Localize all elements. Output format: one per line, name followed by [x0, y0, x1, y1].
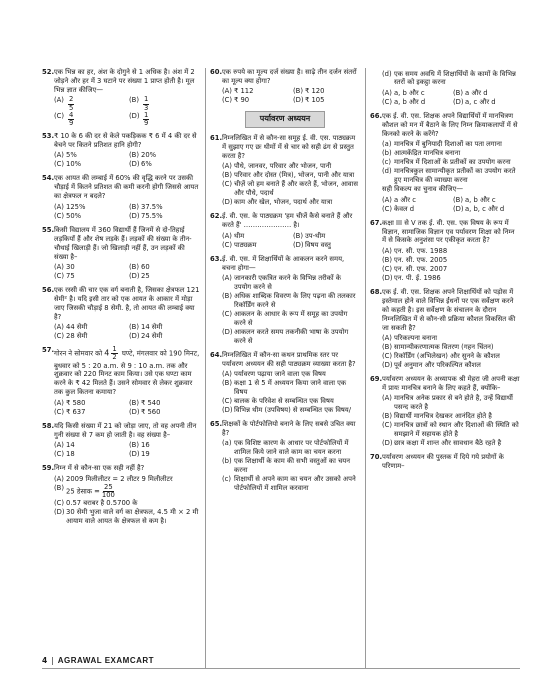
column-1	[42, 68, 200, 531]
question-59: 59. निम्न में से कौन-सा एक सही नहीं है? (A) 2009 मिलीलीटर = 2 लीटर 9 मिलीलीटर (B) 25 डेसाक = $\frac{25}{100}$ (C) 0.57 बराबर है 0.5700 के (D) 30 सेमी भुजा वाले वर्ग का क्षेत्रफल, 4.5 मी × 2 मी आयाम वाले आयत के क्षेत्रफल से कम है।	[42, 464, 199, 525]
option-b[interactable]: (B) एन. सी. एफ. 2005	[382, 255, 448, 264]
option-c[interactable]: (C) a, b और d	[382, 97, 426, 106]
option-d[interactable]: (D) 19	[129, 450, 150, 459]
option-b[interactable]: (B) 20%	[129, 151, 157, 160]
option-c[interactable]: (C) 28 सेमी	[54, 332, 88, 341]
option-a[interactable]: (A) 2009 मिलीलीटर = 2 लीटर 9 मिलीलीटर	[54, 474, 173, 483]
statement-d: (d) एक समय अवधि में शिक्षार्थियों के कामों के विभिन्न स्तरों को इकट्ठा करना	[382, 69, 516, 87]
question-63: 63. ई. वी. एस. में शिक्षार्थियों के आकलन करने समय, बचना होगा— (A) जानकारी एकत्रित करने के विभिन्न तरीकों के उपयोग करने से (B) अधिक शाब्दिक विवरण के लिए पढ़ना की तलकार रिकॉर्डिंग करने से (C) आकलन के आधार के रूप में समूह का उपयोग करने से (D) आकलन करते समय तकनीकी भाषा के उपयोग करने से	[210, 255, 360, 346]
question-62: 62. ई. वी. एस. के पाठ्यक्रम 'हम चीजें कैसे बनाते हैं और करते हैं' ………………… है। (A) थीम (B) उप-थीम (C) पाठ्यक्रम (D) विषय वस्तु	[210, 212, 360, 249]
option-b[interactable]: (B) कक्षा 1 से 5 में अध्ययन किया जाने वाला एक विषय	[222, 379, 347, 397]
option-a[interactable]: (A) 30	[54, 263, 75, 271]
option-d[interactable]: (D) 25	[129, 271, 150, 280]
option-a[interactable]: (A) एन. सी. एफ. 1988	[382, 246, 448, 255]
question-65: 65. शिक्षकों के पोर्टफोलियो बनाने के लिए सबसे उचित क्या है? (a) एक विशिष्ट कारण के आधार पर पोर्टफोलियों में शामिल किये जाने वाले काम का चयन करना (b) एक शिक्षार्थी के काम की सभी वस्तुओं का चयन करना (c) शिक्षार्थी से अपने काम का चयन और उसको अपने पोर्टफोलियों में शामिल करवाना	[210, 420, 360, 493]
option-c[interactable]: (C) $\frac{4}{9}$	[54, 110, 74, 127]
option-a[interactable]: (A) पर्यावरण पढ़ाया जाने वाला एक विषय	[222, 370, 326, 379]
question-64: 64. निम्नलिखित में कौन-सा कथन प्राथमिक स्तर पर पर्यावरण अध्ययन की सही पाठ्यक्रम व्याख्या करता है? (A) पर्यावरण पढ़ाया जाने वाला एक विषय (B) कक्षा 1 से 5 में अध्ययन किया जाने वाला एक विषय (C) बालक के परिवेश से सम्बन्धित एक विषय (D) विभिन्न थीम (उपविषय) से सम्बन्धित एक विषय/	[210, 351, 360, 415]
option-b[interactable]: (B) उप-थीम	[293, 231, 326, 240]
column-2	[210, 68, 360, 498]
option-b[interactable]: (B) $\frac{1}{3}$	[129, 95, 149, 112]
option-d[interactable]: (D) 24 सेमी	[129, 332, 163, 341]
option-a[interactable]: (A) 14	[54, 441, 75, 450]
option-a[interactable]: (A) 44 सेमी	[54, 323, 88, 332]
option-b[interactable]: (B) परिवार और दोस्त (मित्र), भोजन, पानी और यात्रा	[222, 171, 355, 180]
column-divider	[365, 68, 366, 668]
option-d[interactable]: (D) 6%	[129, 160, 152, 169]
publisher-brand: AGRAWAL EXAMCART	[57, 656, 155, 665]
option-a[interactable]: (A) ₹ 112	[222, 87, 254, 96]
column-3	[370, 68, 520, 476]
option-a[interactable]: (A) मानचित्र अनेक प्रकार से बने होते है, उन्हें विद्यार्थी पसन्द करते है	[382, 394, 513, 412]
option-d[interactable]: (D) 30 सेमी भुजा वाले वर्ग का क्षेत्रफल, 4.5 मी × 2 मी आयाम वाले आयत के क्षेत्रफल से कम है।	[54, 507, 199, 525]
option-b[interactable]: (B) 16	[129, 441, 150, 450]
option-a[interactable]: (A) $\frac{2}{5}$	[54, 95, 74, 112]
statement-b: (b) आत्मकेंद्रित मानचित्र बनाना	[382, 149, 461, 158]
option-b[interactable]: (B) ₹ 120	[293, 87, 325, 96]
option-d[interactable]: (D) a, c और d	[453, 97, 496, 106]
option-b[interactable]: (B) 37.5%	[129, 202, 163, 211]
option-c[interactable]: (C) रिकॉर्डिंग (अभिलेखन) और सुनने के कौशल	[382, 352, 500, 361]
page-number: 4	[42, 656, 48, 666]
option-d[interactable]: (D) छात्र कक्षा में शान्त और सावधान बैठे रहते है	[382, 439, 502, 448]
option-c[interactable]: (C) 18	[54, 450, 75, 459]
question-68: 68. एक ई. वी. एस. शिक्षक अपने शिक्षार्थियों को पड़ोस में इस्तेमाल होने वाले विभिन्न ईंधनों पर एक सर्वेक्षण करने को कहती है। इस सर्वेक्षण के संचालन के दौरान निम्नलिखित में से कौन-सी प्रक्रिया कौशल विकसित की जा सकती है? (A) परिकल्पना बनाना (B) सामान्यीकरणात्मक वितरण (गहन चिंतन) (C) रिकॉर्डिंग (अभिलेखन) और सुनने के कौशल (D) पूर्व अनुमान और परिकल्पित कौशल	[370, 288, 520, 370]
statement-a: (a) मानचित्र में बुनियादी दिशाओं का पता लगाना	[382, 140, 502, 149]
option-a[interactable]: (A) थीम	[222, 231, 245, 240]
option-c[interactable]: (C) ₹ 90	[222, 96, 250, 105]
option-c[interactable]: (C) केवल d	[382, 204, 415, 213]
column-divider	[205, 68, 206, 668]
statement-b: (b) एक शिक्षार्थी के काम की सभी वस्तुओं का चयन करना	[222, 457, 351, 475]
page-footer: 4 | AGRAWAL EXAMCART	[42, 656, 155, 666]
statement-a: (a) एक विशिष्ट कारण के आधार पर पोर्टफोलियों में शामिल किये जाने वाले काम का चयन करना	[222, 439, 349, 457]
option-b[interactable]: (B) 25 डेसाक = $\frac{25}{100}$	[54, 482, 115, 499]
question-53: 53. ₹ 10 के 6 की दर से केले पकड़िकक ₹ 6 में 4 की दर से बेचने पर कितने प्रतिशत हानि होगी? (A) 5% (B) 20% (C) 10% (D) 6%	[42, 132, 200, 169]
option-d[interactable]: (D) ₹ 105	[293, 96, 325, 105]
option-b[interactable]: (B) सामान्यीकरणात्मक वितरण (गहन चिंतन)	[382, 343, 494, 352]
statement-c: (c) शिक्षार्थी से अपने काम का चयन और उसको अपने पोर्टफोलियों में शामिल करवाना	[222, 475, 356, 493]
option-c[interactable]: (C) 75	[54, 271, 75, 280]
option-d[interactable]: (D) काम और खेल, भोजन, पदार्थ और यात्रा	[222, 198, 333, 207]
question-60: 60. एक रुपये का मूल्य दर्ज संख्या है। साढ़े तीन दर्जन संतरों का मूल्य क्या होगा? (A) ₹ 112 (B) ₹ 120 (C) ₹ 90 (D) ₹ 105	[210, 68, 360, 105]
statement-d: (d) मानचित्रकुल सामान्यीकृत प्रतीकों का उपयोग करते हुए मानचित्र की व्याख्या करना	[382, 167, 516, 185]
option-a[interactable]: (A) 5%	[54, 151, 77, 160]
option-a[interactable]: (A) a और c	[382, 195, 416, 204]
question-66: 66. एक ई. वी. एस. शिक्षक अपने विद्यार्थियों में मानचित्रण कौशल को मन में बैठाने के लिए निम्न क्रियाकलापों में से किनको करने के करेंगे? (a) मानचित्र में बुनियादी दिशाओं का पता लगाना (b) आत्मकेंद्रित मानचित्र बनाना (c) मानचित्र में दिशाओं के प्रतीकों का उपयोग करना (d) मानचित्रकुल सामान्यीकृत प्रतीकों का उपयोग करते हुए मानचित्र की व्याख्या करना सही विकल्प का चुनाव कीजिए— (A) a और c (B) a, b और c (C) केवल d (D) a, b, c और d	[370, 112, 520, 214]
instruction: सही विकल्प का चुनाव कीजिए—	[382, 185, 464, 194]
option-a[interactable]: (A) जानकारी एकत्रित करने के विभिन्न तरीकों के उपयोग करने से	[222, 273, 341, 291]
option-a[interactable]: (A) ₹ 580	[54, 398, 86, 407]
option-d[interactable]: (D) पूर्व अनुमान और परिकल्पित कौशल	[382, 361, 481, 370]
option-b[interactable]: (B) अधिक शाब्दिक विवरण के लिए पढ़ना की तलकार रिकॉर्डिंग करने से	[222, 291, 356, 309]
option-d[interactable]: (D) विभिन्न थीम (उपविषय) से सम्बन्धित एक विषय/	[222, 406, 352, 415]
option-d[interactable]: (D) आकलन करते समय तकनीकी भाषा के उपयोग करने से	[222, 327, 349, 345]
option-b[interactable]: (B) 14 सेमी	[129, 323, 163, 332]
option-b[interactable]: (B) 60	[129, 263, 150, 271]
question-67: 67. कक्षा III से V तक ई. वी. एस. एक विषय के रूप में विज्ञान, सामाजिक विज्ञान एव पर्यावरण शिक्षा को निम्न में से किसके अनुशंसा पर एकीकृत करता है? (A) एन. सी. एफ. 1988 (B) एन. सी. एफ. 2005 (C) एन. सी. एफ. 2007 (D) एन. पी. ई. 1986	[370, 219, 520, 283]
option-d[interactable]: (D) एन. पी. ई. 1986	[382, 273, 441, 282]
option-d[interactable]: (D) विषय वस्तु	[293, 240, 331, 249]
option-b[interactable]: (B) a, b और c	[453, 195, 496, 204]
option-c[interactable]: (C) ₹ 637	[54, 407, 86, 416]
statement-c: (c) मानचित्र में दिशाओं के प्रतीकों का उपयोग करना	[382, 158, 511, 167]
question-70: 70. पर्यावरण अध्ययन की पुस्तक में दिये गये प्रयोगों के परिणाम–	[370, 453, 504, 471]
option-c[interactable]: (C) बालक के परिवेश से सम्बन्धित एक विषय	[222, 397, 334, 406]
option-d[interactable]: (D) a, b, c और d	[453, 204, 505, 213]
section-heading: पर्यावरण अध्ययन	[210, 111, 360, 128]
question-58: 58. यदि किसी संख्या में 21 को जोड़ा जाए, तो वह अपनी तीन गुनी संख्या से 7 कम हो जाती है। वह संख्या है– (A) 14 (B) 16 (C) 18 (D) 19	[42, 422, 200, 459]
option-a[interactable]: (A) परिकल्पना बनाना	[382, 334, 438, 343]
option-c[interactable]: (C) मानचित्र छात्रों को स्थान और दिशाओं की स्थिति को समझाने में सहायक होते है	[382, 421, 519, 439]
option-c[interactable]: (C) पाठ्यक्रम	[222, 240, 257, 249]
option-d[interactable]: (D) ₹ 560	[129, 407, 161, 416]
question-55: 55. किसी विद्यालय में 360 विद्यार्थी हैं जिनमें से दो-तिहाई लड़कियाँ हैं और शेष लड़के हैं। लड़कों की संख्या के तीन-चौथाई खिलाड़ी हैं। जो खिलाड़ी नहीं हैं, उन लड़कों की संख्या है– (A) 30 (B) 60 (C) 75 (D) 25	[42, 226, 200, 281]
option-b[interactable]: (B) a और d	[453, 88, 488, 97]
option-c[interactable]: (C) 10%	[54, 160, 82, 169]
option-a[interactable]: (A) पौधे, जानवर, परिवार और भोजन, पानी	[222, 162, 332, 171]
option-c[interactable]: (C) चीज़ें जो हम बनाते हैं और करते हैं, भोजन, आवास और पौधे, पदार्थ	[222, 180, 358, 198]
footer-rule	[42, 668, 520, 669]
question-54: 54. एक आयत की लम्बाई में 60% की वृद्धि करने पर उसकी चौड़ाई में कितने प्रतिशत की कमी करनी होगी जिससे आयत का क्षेत्रफल न बदले? (A) 125% (B) 37.5% (C) 50% (D) 75.5%	[42, 174, 199, 220]
question-52: 52. एक भिन्न का हर, अंश के दोगुने से 1 अधिक है। अंश में 2 जोड़ने और हर में 3 घटाने पर संख्या 1 प्राप्त होती है। मूल भिन्न ज्ञात कीजिए— (A) $\frac{2}{5}$ (B) $\frac{1}{3}$ (C) $\frac{4}{9}$ (D) $\frac{1}{9}$	[42, 68, 200, 127]
option-a[interactable]: (A) 125%	[54, 202, 86, 211]
question-61: 61. निम्नलिखित में से कौन-सा समूह ई. वी. एस. पाठ्यक्रम में सुझाए गए छः थीमों में से चार को सही ढंग से प्रस्तुत करता है? (A) पौधे, जानवर, परिवार और भोजन, पानी (B) परिवार और दोस्त (मित्र), भोजन, पानी और यात्रा (C) चीज़ें जो हम बनाते हैं और करते हैं, भोजन, आवास और पौधे, पदार्थ (D) काम और खेल, भोजन, पदार्थ और यात्रा	[210, 134, 360, 207]
option-a[interactable]: (A) a, b और c	[382, 88, 425, 97]
option-d[interactable]: (D) $\frac{1}{9}$	[129, 110, 149, 127]
question-57: 57. गोरन ने सोमवार को 4 $\frac{1}{2}$ घण्टे, मंगलवार को 190 मिनट, बुधवार को 5 : 20 a.m. से 9 : 10 a.m. तक और शुक्रवार को 220 मिनट काम किया। उसे एक घण्टा काम करने के ₹ 42 मिलते हैं। उसने सोमवार से लेकर शुक्रवार तक कुल कितना कमाया? (A) ₹ 580 (B) ₹ 540 (C) ₹ 637 (D) ₹ 560	[42, 345, 200, 416]
option-c[interactable]: (C) 50%	[54, 211, 82, 220]
option-d[interactable]: (D) 75.5%	[129, 211, 163, 220]
option-c[interactable]: (C) एन. सी. एफ. 2007	[382, 264, 448, 273]
option-b[interactable]: (B) ₹ 540	[129, 398, 161, 407]
question-65-continued	[370, 70, 520, 107]
option-c[interactable]: (C) 0.57 बराबर है 0.5700 के	[54, 498, 138, 507]
question-56: 56. एक रस्सी की चार एक वर्ग बनाती है, जिसका क्षेत्रफल 121 सेमी² है। यदि इसी तार को एक आयत के आकार में मोड़ा जाए जिसकी चौड़ाई 8 सेमी. है, तो आयत की लम्बाई क्या है? (A) 44 सेमी (B) 14 सेमी (C) 28 सेमी (D) 24 सेमी	[42, 285, 200, 341]
option-c[interactable]: (C) आकलन के आधार के रूप में समूह का उपयोग करने से	[222, 309, 348, 327]
option-b[interactable]: (B) विद्यार्थी मानचित्र देखकर आनंदित होते है	[382, 412, 492, 421]
question-69: 69. पर्यावरण अध्ययन के अध्यापक श्री मेहरा जी अपनी कक्षा में प्रायः मानचित्र बनाने के लिए कहते हैं, क्योंकि– (A) मानचित्र अनेक प्रकार से बने होते है, उन्हें विद्यार्थी पसन्द करते है (B) विद्यार्थी मानचित्र देखकर आनंदित होते है (C) मानचित्र छात्रों को स्थान और दिशाओं की स्थिति को समझाने में सहायक होते है (D) छात्र कक्षा में शान्त और सावधान बैठे रहते है	[370, 375, 520, 448]
